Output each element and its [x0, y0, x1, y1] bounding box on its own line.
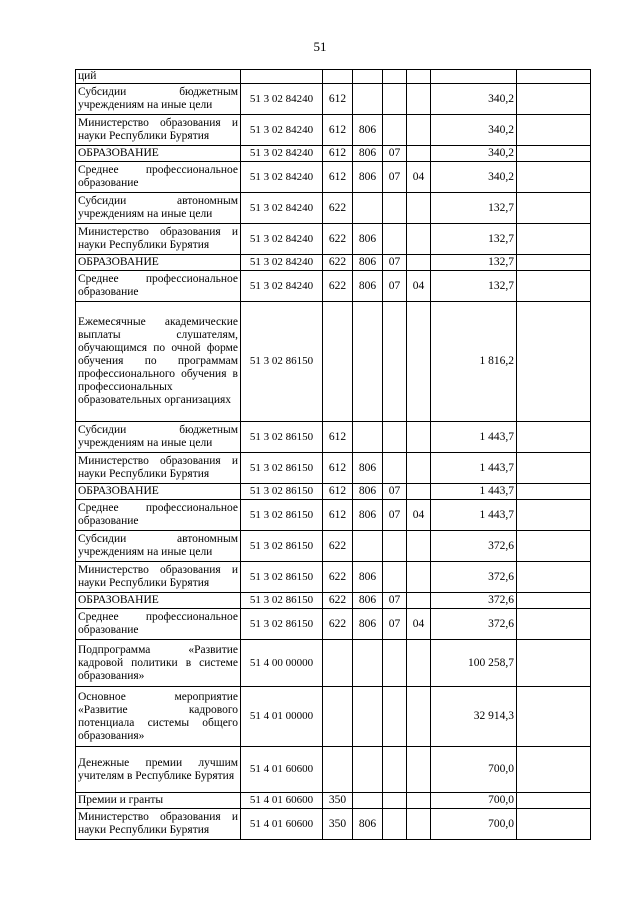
- expense-type-code: [323, 70, 353, 84]
- expense-type-code: 350: [323, 793, 353, 809]
- table-row: [76, 162, 591, 193]
- section-code: [383, 193, 407, 224]
- department-code: [353, 793, 383, 809]
- empty-cell: [517, 609, 591, 640]
- subsection-code: [407, 484, 431, 500]
- section-code: [383, 84, 407, 115]
- table-row: [76, 809, 591, 840]
- section-code: [383, 422, 407, 453]
- budget-item-name: Ежемесячные академические выплаты слушателям, обучающимся по очной форме обучения по программам профессионального обучения в профессиональных образовательных организациях: [76, 302, 241, 422]
- subsection-code: 04: [407, 609, 431, 640]
- subsection-code: [407, 115, 431, 146]
- amount-value: 340,2: [431, 115, 517, 146]
- empty-cell: [517, 687, 591, 747]
- amount-value: 1 443,7: [431, 500, 517, 531]
- empty-cell: [517, 562, 591, 593]
- table-row: [76, 146, 591, 162]
- table-row: [76, 640, 591, 687]
- subsection-code: [407, 747, 431, 793]
- department-code: [353, 687, 383, 747]
- expense-type-code: [323, 302, 353, 422]
- department-code: [353, 531, 383, 562]
- table-row: [76, 84, 591, 115]
- empty-cell: [517, 500, 591, 531]
- table-row: [76, 747, 591, 793]
- department-code: 806: [353, 484, 383, 500]
- expense-type-code: 612: [323, 453, 353, 484]
- department-code: [353, 70, 383, 84]
- target-article-code: 51 4 01 60600: [241, 809, 323, 840]
- empty-cell: [517, 484, 591, 500]
- subsection-code: [407, 562, 431, 593]
- empty-cell: [517, 453, 591, 484]
- target-article-code: 51 3 02 86150: [241, 422, 323, 453]
- amount-value: 1 816,2: [431, 302, 517, 422]
- budget-item-name: ОБРАЗОВАНИЕ: [76, 593, 241, 609]
- empty-cell: [517, 531, 591, 562]
- expense-type-code: 622: [323, 609, 353, 640]
- expense-type-code: 622: [323, 224, 353, 255]
- expense-type-code: 622: [323, 593, 353, 609]
- section-code: 07: [383, 500, 407, 531]
- empty-cell: [517, 162, 591, 193]
- section-code: [383, 747, 407, 793]
- section-code: 07: [383, 271, 407, 302]
- subsection-code: [407, 640, 431, 687]
- table-row: [76, 193, 591, 224]
- section-code: [383, 302, 407, 422]
- budget-item-name: Основное мероприятие «Развитие кадрового потенциала системы общего образования»: [76, 687, 241, 747]
- subsection-code: [407, 531, 431, 562]
- expense-type-code: 622: [323, 255, 353, 271]
- target-article-code: 51 3 02 86150: [241, 453, 323, 484]
- amount-value: 700,0: [431, 747, 517, 793]
- expense-type-code: [323, 747, 353, 793]
- target-article-code: 51 3 02 84240: [241, 84, 323, 115]
- target-article-code: 51 3 02 86150: [241, 302, 323, 422]
- table-row: [76, 500, 591, 531]
- empty-cell: [517, 224, 591, 255]
- empty-cell: [517, 747, 591, 793]
- empty-cell: [517, 146, 591, 162]
- empty-cell: [517, 271, 591, 302]
- table-row: [76, 484, 591, 500]
- target-article-code: 51 3 02 84240: [241, 271, 323, 302]
- table-row: [76, 687, 591, 747]
- amount-value: [431, 70, 517, 84]
- budget-item-name: Министерство образования и науки Республики Бурятия: [76, 453, 241, 484]
- budget-item-name: Субсидии бюджетным учреждениям на иные цели: [76, 422, 241, 453]
- target-article-code: 51 3 02 84240: [241, 193, 323, 224]
- subsection-code: [407, 146, 431, 162]
- expense-type-code: 622: [323, 271, 353, 302]
- expense-type-code: 622: [323, 562, 353, 593]
- amount-value: 132,7: [431, 255, 517, 271]
- department-code: 806: [353, 500, 383, 531]
- table-row: [76, 224, 591, 255]
- department-code: 806: [353, 146, 383, 162]
- section-code: 07: [383, 162, 407, 193]
- table-row: [76, 593, 591, 609]
- subsection-code: [407, 422, 431, 453]
- subsection-code: [407, 593, 431, 609]
- section-code: [383, 531, 407, 562]
- department-code: 806: [353, 224, 383, 255]
- amount-value: 1 443,7: [431, 484, 517, 500]
- budget-item-name: Среднее профессиональное образование: [76, 500, 241, 531]
- subsection-code: [407, 793, 431, 809]
- empty-cell: [517, 593, 591, 609]
- amount-value: 132,7: [431, 224, 517, 255]
- section-code: [383, 115, 407, 146]
- budget-item-name: ОБРАЗОВАНИЕ: [76, 484, 241, 500]
- budget-item-name: ОБРАЗОВАНИЕ: [76, 255, 241, 271]
- amount-value: 700,0: [431, 809, 517, 840]
- amount-value: 1 443,7: [431, 453, 517, 484]
- section-code: [383, 224, 407, 255]
- section-code: 07: [383, 593, 407, 609]
- table-row: [76, 255, 591, 271]
- amount-value: 340,2: [431, 146, 517, 162]
- budget-item-name: Министерство образования и науки Республики Бурятия: [76, 809, 241, 840]
- subsection-code: [407, 453, 431, 484]
- amount-value: 372,6: [431, 531, 517, 562]
- target-article-code: 51 3 02 86150: [241, 593, 323, 609]
- target-article-code: [241, 70, 323, 84]
- department-code: [353, 422, 383, 453]
- target-article-code: 51 4 00 00000: [241, 640, 323, 687]
- amount-value: 372,6: [431, 562, 517, 593]
- section-code: 07: [383, 146, 407, 162]
- budget-item-name: Министерство образования и науки Республики Бурятия: [76, 224, 241, 255]
- budget-item-name: Министерство образования и науки Республики Бурятия: [76, 562, 241, 593]
- budget-item-name: ций: [76, 70, 241, 84]
- target-article-code: 51 4 01 00000: [241, 687, 323, 747]
- table-row: [76, 302, 591, 422]
- expense-type-code: 612: [323, 146, 353, 162]
- target-article-code: 51 4 01 60600: [241, 793, 323, 809]
- page-number: 51: [313, 39, 327, 54]
- target-article-code: 51 3 02 86150: [241, 500, 323, 531]
- budget-item-name: Субсидии автономным учреждениям на иные цели: [76, 531, 241, 562]
- amount-value: 372,6: [431, 609, 517, 640]
- table-row: [76, 609, 591, 640]
- empty-cell: [517, 422, 591, 453]
- department-code: 806: [353, 562, 383, 593]
- budget-item-name: Среднее профессиональное образование: [76, 162, 241, 193]
- table-row: [76, 562, 591, 593]
- empty-cell: [517, 84, 591, 115]
- budget-item-name: Министерство образования и науки Республики Бурятия: [76, 115, 241, 146]
- section-code: [383, 453, 407, 484]
- budget-item-name: Подпрограмма «Развитие кадровой политики в системе образования»: [76, 640, 241, 687]
- section-code: [383, 793, 407, 809]
- department-code: 806: [353, 593, 383, 609]
- empty-cell: [517, 302, 591, 422]
- target-article-code: 51 3 02 86150: [241, 562, 323, 593]
- amount-value: 700,0: [431, 793, 517, 809]
- subsection-code: 04: [407, 162, 431, 193]
- subsection-code: [407, 224, 431, 255]
- subsection-code: [407, 255, 431, 271]
- amount-value: 372,6: [431, 593, 517, 609]
- department-code: [353, 84, 383, 115]
- empty-cell: [517, 115, 591, 146]
- budget-item-name: ОБРАЗОВАНИЕ: [76, 146, 241, 162]
- expense-type-code: 612: [323, 484, 353, 500]
- subsection-code: 04: [407, 271, 431, 302]
- section-code: [383, 70, 407, 84]
- department-code: 806: [353, 453, 383, 484]
- expense-type-code: [323, 687, 353, 747]
- department-code: 806: [353, 609, 383, 640]
- expense-type-code: [323, 640, 353, 687]
- table-row: [76, 793, 591, 809]
- subsection-code: [407, 302, 431, 422]
- target-article-code: 51 3 02 84240: [241, 162, 323, 193]
- target-article-code: 51 3 02 84240: [241, 146, 323, 162]
- department-code: 806: [353, 809, 383, 840]
- target-article-code: 51 3 02 86150: [241, 531, 323, 562]
- target-article-code: 51 3 02 86150: [241, 609, 323, 640]
- section-code: [383, 640, 407, 687]
- table-row: [76, 271, 591, 302]
- section-code: 07: [383, 255, 407, 271]
- expense-type-code: 612: [323, 422, 353, 453]
- empty-cell: [517, 70, 591, 84]
- department-code: [353, 640, 383, 687]
- empty-cell: [517, 809, 591, 840]
- subsection-code: [407, 193, 431, 224]
- expense-type-code: 612: [323, 84, 353, 115]
- target-article-code: 51 3 02 84240: [241, 115, 323, 146]
- expense-type-code: 612: [323, 115, 353, 146]
- budget-item-name: Среднее профессиональное образование: [76, 609, 241, 640]
- department-code: 806: [353, 271, 383, 302]
- empty-cell: [517, 793, 591, 809]
- target-article-code: 51 3 02 84240: [241, 255, 323, 271]
- target-article-code: 51 3 02 84240: [241, 224, 323, 255]
- department-code: 806: [353, 115, 383, 146]
- target-article-code: 51 3 02 86150: [241, 484, 323, 500]
- section-code: 07: [383, 484, 407, 500]
- amount-value: 340,2: [431, 84, 517, 115]
- budget-table: [75, 69, 591, 840]
- amount-value: 132,7: [431, 193, 517, 224]
- amount-value: 340,2: [431, 162, 517, 193]
- department-code: [353, 302, 383, 422]
- subsection-code: [407, 84, 431, 115]
- table-row: [76, 115, 591, 146]
- section-code: [383, 687, 407, 747]
- expense-type-code: 612: [323, 500, 353, 531]
- expense-type-code: 612: [323, 162, 353, 193]
- amount-value: 132,7: [431, 271, 517, 302]
- section-code: [383, 562, 407, 593]
- budget-item-name: Среднее профессиональное образование: [76, 271, 241, 302]
- budget-item-name: Субсидии бюджетным учреждениям на иные цели: [76, 84, 241, 115]
- table-row: [76, 422, 591, 453]
- expense-type-code: 622: [323, 531, 353, 562]
- table-row: [76, 531, 591, 562]
- budget-item-name: Денежные премии лучшим учителям в Республике Бурятия: [76, 747, 241, 793]
- department-code: 806: [353, 162, 383, 193]
- empty-cell: [517, 255, 591, 271]
- table-row: [76, 70, 591, 84]
- amount-value: 1 443,7: [431, 422, 517, 453]
- subsection-code: [407, 687, 431, 747]
- amount-value: 32 914,3: [431, 687, 517, 747]
- target-article-code: 51 4 01 60600: [241, 747, 323, 793]
- subsection-code: [407, 809, 431, 840]
- expense-type-code: 622: [323, 193, 353, 224]
- amount-value: 100 258,7: [431, 640, 517, 687]
- expense-type-code: 350: [323, 809, 353, 840]
- subsection-code: 04: [407, 500, 431, 531]
- section-code: 07: [383, 609, 407, 640]
- section-code: [383, 809, 407, 840]
- empty-cell: [517, 640, 591, 687]
- subsection-code: [407, 70, 431, 84]
- table-body: [76, 70, 591, 840]
- department-code: [353, 193, 383, 224]
- budget-item-name: Субсидии автономным учреждениям на иные цели: [76, 193, 241, 224]
- budget-item-name: Премии и гранты: [76, 793, 241, 809]
- empty-cell: [517, 193, 591, 224]
- table-row: [76, 453, 591, 484]
- department-code: [353, 747, 383, 793]
- department-code: 806: [353, 255, 383, 271]
